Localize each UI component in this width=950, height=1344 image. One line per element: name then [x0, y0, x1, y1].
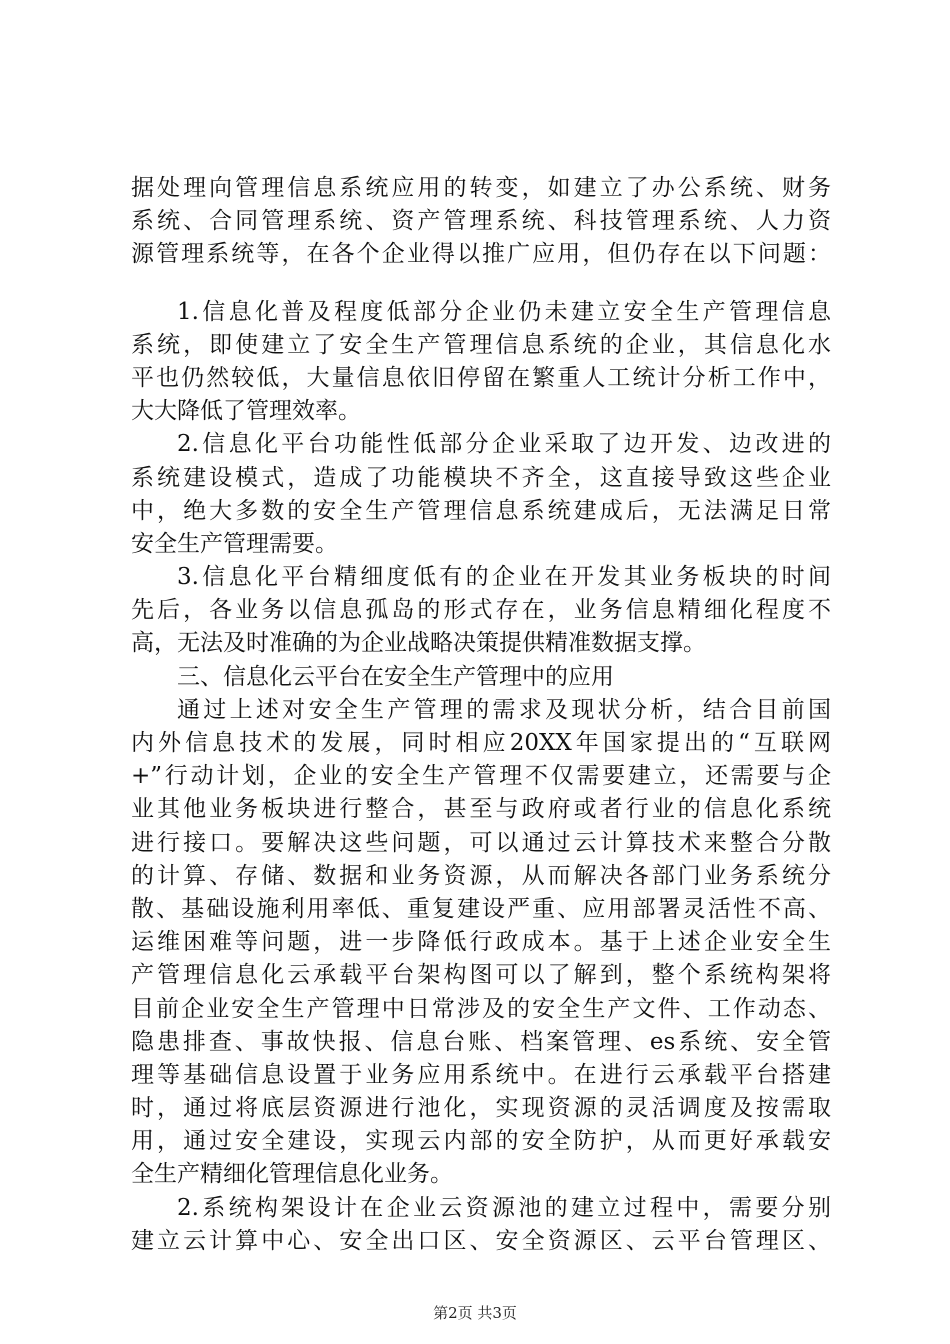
text-line: 通过上述对安全生产管理的需求及现状分析，结合目前国 — [177, 696, 831, 723]
text-line: 产管理信息化云承载平台架构图可以了解到，整个系统构架将 — [131, 962, 831, 989]
paragraph-analysis — [131, 694, 831, 1192]
paragraph-item-3 — [131, 561, 831, 661]
page-number-label: 第2页 共3页 — [433, 1304, 517, 1322]
text-line: 用，通过安全建设，实现云内部的安全防护，从而更好承载安 — [131, 1128, 831, 1155]
text-line: 2.信息化平台功能性低部分企业采取了边开发、边改进的 — [177, 431, 831, 458]
text-line: 全生产精细化管理信息化业务。 — [131, 1161, 453, 1188]
text-line: 高，无法及时准确的为企业战略决策提供精准数据支撑。 — [131, 630, 706, 657]
paragraph-item-2 — [131, 428, 831, 561]
text-line: 系统建设模式，造成了功能模块不齐全，这直接导致这些企业 — [131, 464, 831, 491]
section-heading — [131, 661, 831, 694]
text-line: 的计算、存储、数据和业务资源，从而解决各部门业务系统分 — [131, 862, 831, 889]
text-line: 时，通过将底层资源进行池化，实现资源的灵活调度及按需取 — [131, 1095, 831, 1122]
text-line: 系统，即使建立了安全生产管理信息系统的企业，其信息化水 — [131, 331, 831, 358]
text-line: 建立云计算中心、安全出口区、安全资源区、云平台管理区、 — [131, 1227, 831, 1254]
text-line: 大大降低了管理效率。 — [131, 398, 361, 425]
text-line: 平也仍然较低，大量信息依旧停留在繁重人工统计分析工作中， — [131, 364, 831, 391]
text-line: 进行接口。要解决这些问题，可以通过云计算技术来整合分散 — [131, 829, 831, 856]
text-line: 源管理系统等，在各个企业得以推广应用，但仍存在以下问题： — [131, 241, 831, 268]
paragraph-architecture — [131, 1192, 831, 1258]
text-line: 目前企业安全生产管理中日常涉及的安全生产文件、工作动态、 — [131, 995, 831, 1022]
text-line: 散、基础设施利用率低、重复建设严重、应用部署灵活性不高、 — [131, 895, 831, 922]
text-line: 隐患排查、事故快报、信息台账、档案管理、es系统、安全管 — [131, 1028, 831, 1055]
text-line: 1.信息化普及程度低部分企业仍未建立安全生产管理信息 — [177, 298, 831, 325]
paragraph-continued — [131, 172, 831, 272]
document-body — [131, 172, 831, 1258]
page-footer — [0, 1303, 950, 1323]
text-line: 业其他业务板块进行整合，甚至与政府或者行业的信息化系统 — [131, 796, 831, 823]
text-line: 理等基础信息设置于业务应用系统中。在进行云承载平台搭建 — [131, 1061, 831, 1088]
text-line: 2.系统构架设计在企业云资源池的建立过程中，需要分别 — [177, 1194, 831, 1221]
paragraph-item-1 — [131, 296, 831, 429]
paragraph-gap — [131, 272, 831, 296]
text-line: 运维困难等问题，进一步降低行政成本。基于上述企业安全生 — [131, 929, 831, 956]
text-line: 3.信息化平台精细度低有的企业在开发其业务板块的时间 — [177, 564, 831, 591]
section-heading-text: 三、信息化云平台在安全生产管理中的应用 — [177, 663, 614, 690]
text-line: 系统、合同管理系统、资产管理系统、科技管理系统、人力资 — [131, 208, 831, 235]
text-line: 安全生产管理需要。 — [131, 530, 338, 557]
text-line: 先后，各业务以信息孤岛的形式存在，业务信息精细化程度不 — [131, 597, 831, 624]
text-line: 中，绝大多数的安全生产管理信息系统建成后，无法满足日常 — [131, 497, 831, 524]
text-line: +”行动计划，企业的安全生产管理不仅需要建立，还需要与企 — [131, 763, 831, 790]
text-line: 据处理向管理信息系统应用的转变，如建立了办公系统、财务 — [131, 175, 831, 201]
text-line: 内外信息技术的发展，同时相应20XX年国家提出的“互联网 — [131, 730, 831, 756]
